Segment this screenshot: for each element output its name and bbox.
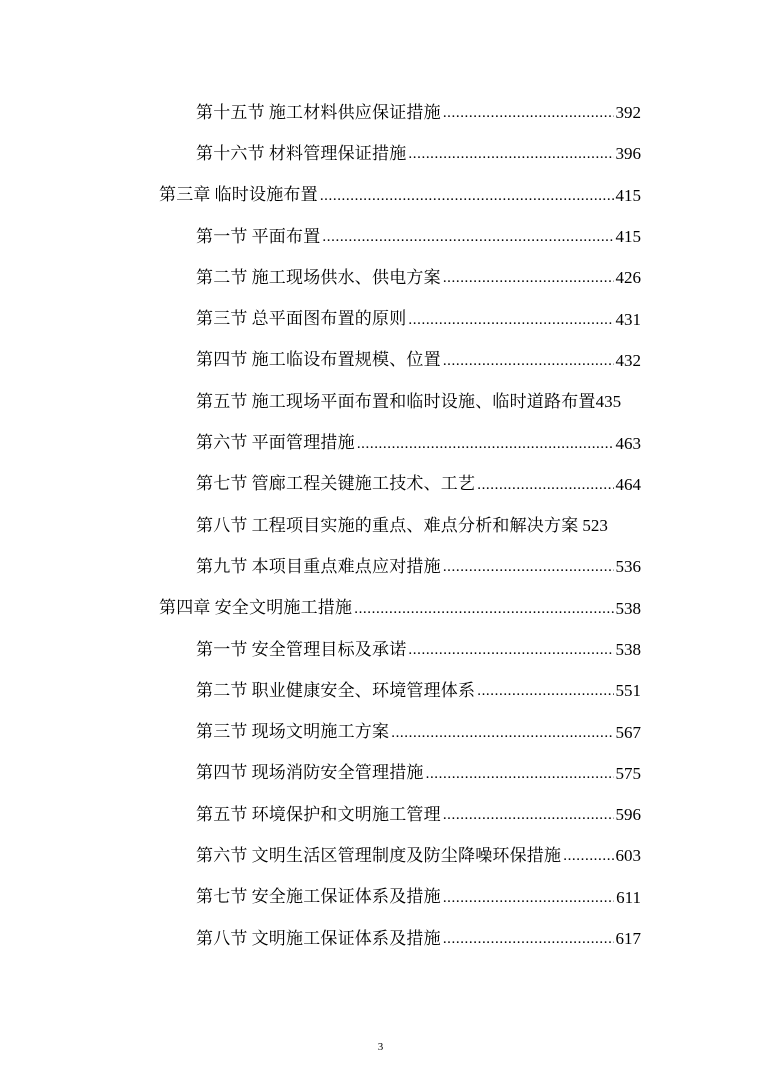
toc-section-title: 安全施工保证体系及措施 [251, 887, 441, 908]
toc-page-number: 426 [615, 268, 641, 288]
toc-label [196, 847, 561, 865]
toc-label [196, 104, 441, 122]
toc-leader-dots [322, 230, 613, 245]
toc-section-number: 第三节 [196, 722, 248, 742]
toc-section-number: 第三节 [196, 309, 248, 329]
toc-page-number: 523 [582, 516, 608, 536]
toc-entry[interactable] [196, 298, 641, 339]
toc-section-number: 第四节 [196, 763, 248, 783]
toc-label [196, 558, 441, 576]
toc-label [196, 764, 424, 782]
toc-leader-dots [408, 643, 613, 658]
toc-label [196, 475, 475, 493]
toc-label [196, 269, 441, 287]
toc-page-number: 617 [615, 929, 641, 949]
toc-section-number: 第一节 [196, 226, 248, 246]
toc-label [196, 806, 441, 824]
toc-page-number: 415 [615, 227, 641, 247]
toc-section-number: 第六节 [196, 433, 248, 453]
toc-leader-dots [563, 849, 613, 864]
toc-label [196, 145, 406, 163]
toc-leader-dots [477, 478, 613, 493]
toc-entry[interactable] [196, 216, 641, 257]
toc-page-number: 392 [615, 103, 641, 123]
toc-entry[interactable] [196, 464, 641, 505]
toc-section-number: 第六节 [196, 845, 248, 865]
toc-entry[interactable] [196, 133, 641, 174]
toc-leader-dots [320, 189, 614, 204]
toc-page-number: 596 [615, 805, 641, 825]
toc-entry[interactable] [196, 340, 641, 381]
toc-leader-dots [443, 560, 614, 575]
toc-label [196, 682, 475, 700]
toc-section-number: 第五节 [196, 391, 248, 411]
toc-page-number: 464 [615, 474, 641, 494]
toc-page-number: 567 [615, 722, 641, 742]
toc-page-number: 575 [615, 763, 641, 783]
toc-section-number: 第十六节 [196, 143, 265, 163]
toc-section-title: 工程项目实施的重点、难点分析和解决方案 [251, 515, 579, 536]
toc-leader-dots [443, 354, 614, 369]
toc-entry[interactable] [196, 835, 641, 876]
toc-leader-dots [443, 932, 614, 947]
toc-entry[interactable] [196, 629, 641, 670]
toc-entry[interactable] [196, 711, 641, 752]
table-of-contents [0, 92, 761, 959]
toc-section-number: 第二节 [196, 680, 248, 700]
toc-section-title: 平面管理措施 [251, 433, 355, 454]
toc-label [196, 310, 406, 328]
toc-label [159, 599, 352, 617]
toc-chapter-title: 安全文明施工措施 [214, 598, 353, 619]
toc-section-title: 管廊工程关键施工技术、工艺 [251, 474, 476, 495]
toc-section-title: 文明生活区管理制度及防尘降噪环保措施 [251, 845, 562, 866]
toc-label [196, 228, 320, 246]
toc-page-number: 538 [615, 598, 641, 618]
toc-section-number: 第十五节 [196, 102, 265, 122]
toc-page-number: 431 [615, 309, 641, 329]
toc-label [196, 888, 441, 906]
toc-section-title: 施工现场平面布置和临时设施、临时道路布置 [251, 391, 596, 412]
toc-page-number: 538 [615, 640, 641, 659]
toc-leader-dots [354, 602, 613, 617]
toc-section-number: 第九节 [196, 556, 248, 576]
toc-section-title: 文明施工保证体系及措施 [251, 928, 441, 949]
toc-page-number: 435 [595, 392, 622, 412]
toc-chapter-number: 第三章 [159, 185, 211, 205]
toc-entry[interactable] [196, 918, 641, 959]
toc-section-number: 第八节 [196, 515, 248, 535]
toc-page-number: 432 [615, 350, 641, 370]
toc-page-number: 396 [615, 144, 641, 164]
toc-entry[interactable] [196, 753, 641, 794]
toc-page-number: 611 [616, 887, 641, 907]
toc-leader-dots [477, 684, 613, 699]
toc-entry[interactable] [196, 877, 641, 918]
toc-section-title: 施工现场供水、供电方案 [251, 267, 441, 288]
toc-label [196, 641, 406, 659]
toc-chapter-entry[interactable] [159, 588, 641, 629]
toc-leader-dots [443, 106, 614, 121]
toc-section-title: 环境保护和文明施工管理 [251, 804, 441, 825]
toc-page-number: 603 [615, 846, 641, 866]
toc-page-number: 463 [615, 433, 641, 453]
toc-section-title: 职业健康安全、环境管理体系 [251, 680, 476, 701]
toc-section-number: 第一节 [196, 639, 248, 659]
toc-chapter-title: 临时设施布置 [214, 185, 318, 206]
toc-entry[interactable] [196, 381, 658, 422]
toc-section-title: 施工临设布置规模、位置 [251, 350, 441, 371]
toc-section-number: 第八节 [196, 928, 248, 948]
toc-leader-dots [391, 726, 613, 741]
toc-section-number: 第二节 [196, 267, 248, 287]
toc-entry[interactable] [196, 257, 641, 298]
toc-leader-dots [408, 147, 613, 162]
toc-label [196, 723, 389, 741]
toc-chapter-number: 第四章 [159, 598, 211, 618]
toc-label [196, 351, 441, 369]
toc-leader-dots [443, 891, 614, 906]
toc-entry[interactable] [196, 92, 641, 133]
toc-label [196, 393, 596, 411]
toc-section-title: 总平面图布置的原则 [251, 309, 407, 330]
toc-entry[interactable] [196, 546, 641, 587]
toc-entry[interactable] [196, 794, 641, 835]
toc-leader-dots [443, 808, 614, 823]
toc-section-title: 本项目重点难点应对措施 [251, 556, 441, 577]
toc-section-number: 第五节 [196, 804, 248, 824]
toc-section-title: 现场文明施工方案 [251, 722, 390, 743]
toc-page-number: 551 [615, 681, 641, 701]
toc-leader-dots [408, 313, 613, 328]
toc-section-title: 材料管理保证措施 [268, 143, 407, 164]
toc-section-number: 第四节 [196, 350, 248, 370]
toc-label [196, 930, 441, 948]
toc-section-number: 第七节 [196, 474, 248, 494]
toc-section-title: 安全管理目标及承诺 [251, 639, 407, 660]
toc-label [196, 434, 355, 452]
toc-page-number: 415 [615, 185, 641, 205]
toc-section-number: 第七节 [196, 887, 248, 907]
toc-chapter-entry[interactable] [159, 175, 641, 216]
toc-entry[interactable] [196, 422, 641, 463]
toc-leader-dots [443, 271, 614, 286]
toc-label [159, 186, 318, 204]
toc-entry[interactable] [196, 670, 641, 711]
toc-leader-dots [357, 437, 614, 452]
toc-entry[interactable] [196, 505, 641, 546]
toc-section-title: 现场消防安全管理措施 [251, 763, 424, 784]
page-number-footer: 3 [377, 1041, 384, 1053]
toc-section-title: 施工材料供应保证措施 [268, 102, 441, 123]
toc-section-title: 平面布置 [251, 226, 321, 247]
toc-page-number: 536 [615, 557, 641, 577]
toc-label [196, 517, 578, 535]
toc-leader-dots [426, 767, 614, 782]
